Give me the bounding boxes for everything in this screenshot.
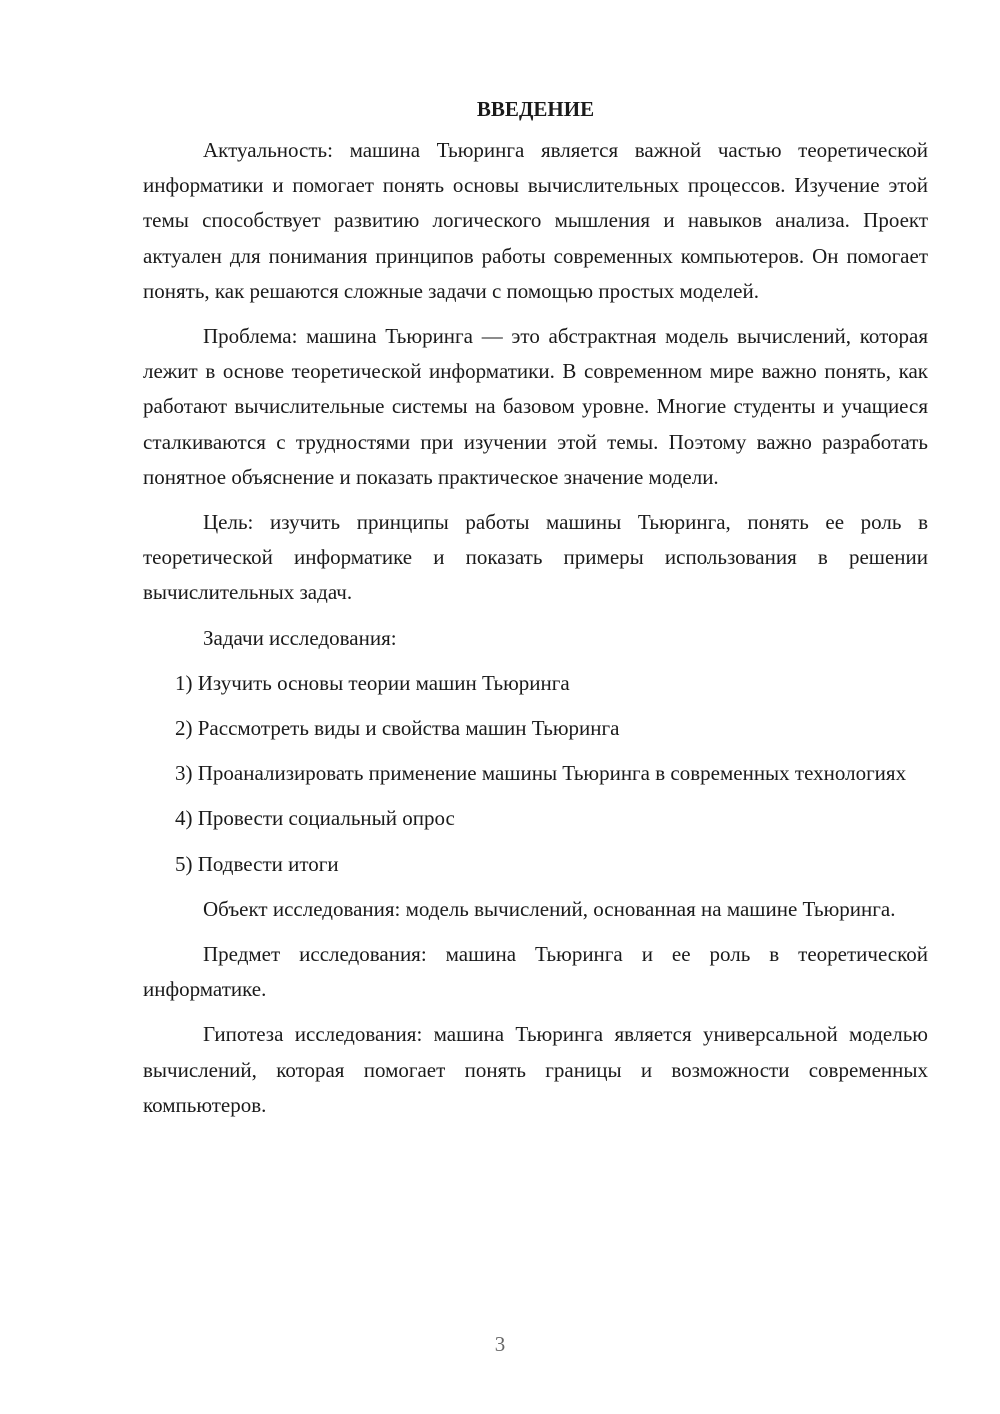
subject-paragraph: Предмет исследования: машина Тьюринга и ее роль в теоретической информатике. bbox=[143, 942, 928, 1002]
hypothesis-paragraph: Гипотеза исследования: машина Тьюринга является универсальной моделью вычислений, которая помогает понять границы и возможности современных компьютеров. bbox=[143, 1022, 928, 1117]
task-item: 4) Провести социальный опрос bbox=[175, 806, 455, 831]
task-item: 5) Подвести итоги bbox=[175, 851, 339, 876]
tasks-list bbox=[143, 666, 928, 882]
page-number: 3 bbox=[494, 1332, 506, 1356]
task-item: 2) Рассмотреть виды и свойства машин Тьюринга bbox=[175, 716, 620, 741]
task-item: 1) Изучить основы теории машин Тьюринга bbox=[175, 670, 570, 695]
object-paragraph: Объект исследования: модель вычислений, основанная на машине Тьюринга. bbox=[203, 896, 896, 921]
page-title: ВВЕДЕНИЕ bbox=[476, 97, 595, 121]
task-item: 3) Проанализировать применение машины Тьюринга в современных технологиях bbox=[175, 761, 907, 786]
problem-paragraph: Проблема: машина Тьюринга — это абстрактная модель вычислений, которая лежит в основе теоретической информатики. В современном мире важно понять, как работают вычислительные системы на базовом уровне. Многие студенты и учащиеся сталкиваются с трудностями при изучении этой темы. Поэтому важно разработать понятное объяснение и показать практическое значение модели. bbox=[143, 324, 928, 489]
tasks-heading: Задачи исследования: bbox=[203, 625, 397, 650]
document-page bbox=[143, 92, 928, 1133]
goal-paragraph: Цель: изучить принципы работы машины Тьюринга, понять ее роль в теоретической информатике и показать примеры использования в решении вычислительных задач. bbox=[143, 510, 928, 605]
relevance-paragraph: Актуальность: машина Тьюринга является важной частью теоретической информатики и помогает понять основы вычислительных процессов. Изучение этой темы способствует развитию логического мышления и навыков анализа. Проект актуален для понимания принципов работы современных компьютеров. Он помогает понять, как решаются сложные задачи с помощью простых моделей. bbox=[143, 138, 928, 303]
